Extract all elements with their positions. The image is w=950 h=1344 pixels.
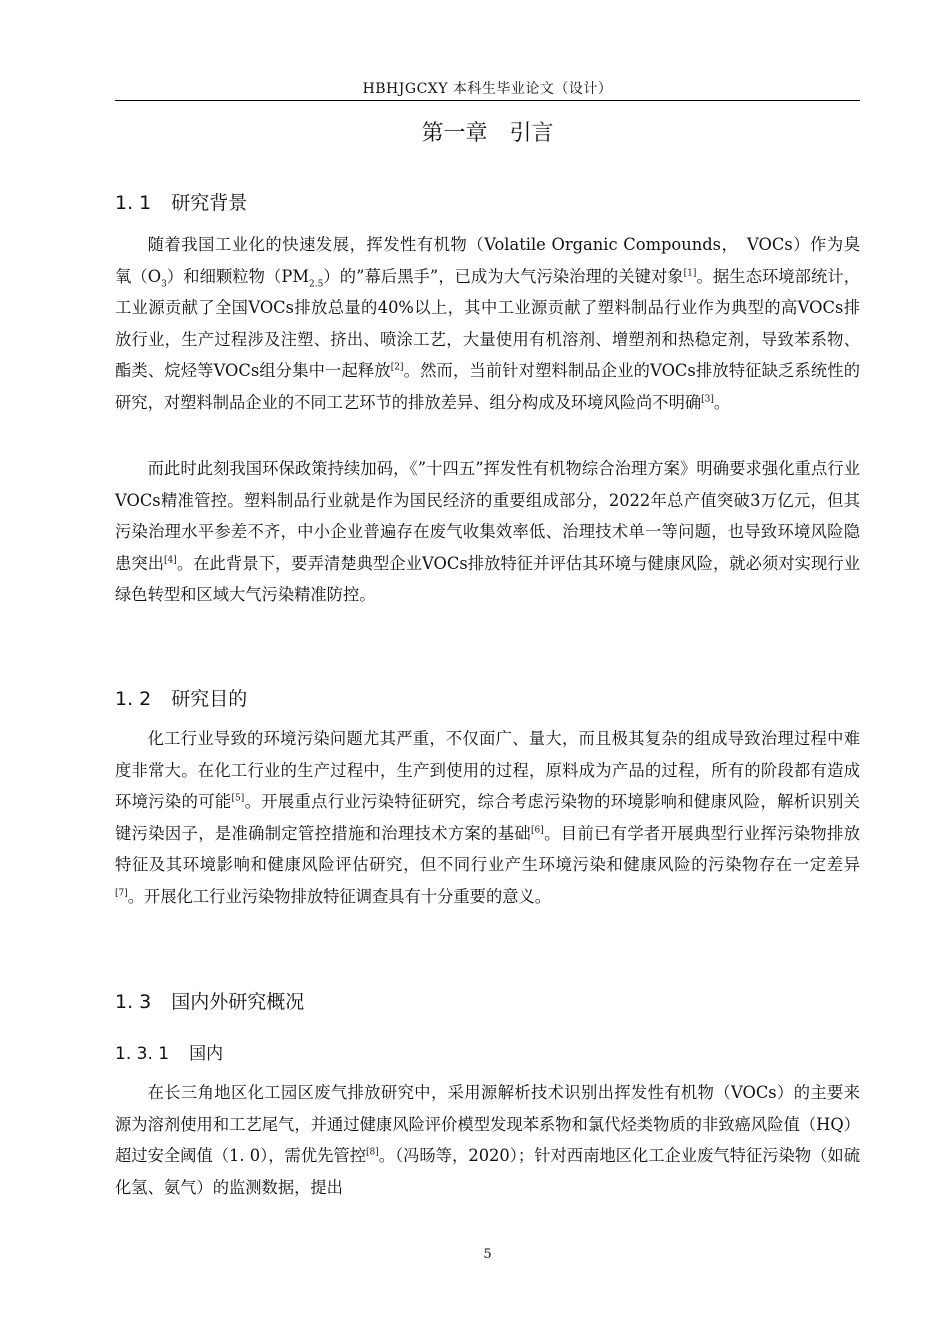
subsection-number: 1. 3. 1 xyxy=(115,1044,170,1064)
section-title: 国内外研究概况 xyxy=(171,991,305,1013)
section-number: 1. 1 xyxy=(115,192,152,214)
section-number: 1. 3 xyxy=(115,991,152,1013)
text-run: ）和细颗粒物（PM xyxy=(166,266,309,286)
citation-ref: [3] xyxy=(701,394,714,405)
paragraph-purpose-1 xyxy=(115,723,860,912)
citation-ref: [1] xyxy=(683,268,697,279)
citation-ref: [6] xyxy=(531,825,544,836)
citation-ref: [5] xyxy=(231,793,245,804)
paragraph-background-1 xyxy=(115,229,860,418)
subscript: 2.5 xyxy=(309,278,324,289)
running-header: HBHJGCXY 本科生毕业论文（设计） xyxy=(362,81,613,97)
citation-ref: [4] xyxy=(164,555,177,566)
text-run: 而此时此刻我国环保政策持续加码，《”十四五”挥发性有机物综合治理方案》明确要求强化重点行业VOCs精准管控。塑料制品行业就是作为国民经济的重要组成部分，2022年总产值突破3万亿元，但其污染治理水平参差不齐，中小企业普遍存在废气收集效率低、治理技术单一等问题，也导致环境风险隐患突出 xyxy=(115,459,860,573)
text-run: 随着我国工业化的快速发展，挥发性有机物（Volatile Organic Compounds， VOCs）作为臭氧（O xyxy=(115,235,860,286)
text-run: 化工行业导致的环境污染问题尤其严重，不仅面广、量大，而且极其复杂的组成导致治理过程中难度非常大。在化工行业的生产过程中，生产到使用的过程，原料成为产品的过程，所有的阶段都有造成环境污染的可能 xyxy=(115,729,860,811)
page-number: 5 xyxy=(483,1247,492,1262)
citation-ref: [7] xyxy=(115,888,128,899)
text-run: 。开展化工行业污染物排放特征调查具有十分重要的意义。 xyxy=(127,886,552,906)
section-heading-1-1 xyxy=(115,188,247,215)
text-run: 。据生态环境部统计，工业源贡献了全国VOCs排放总量的40%以上，其中工业源贡献了塑料制品行业作为典型的高VOCs排放行业，生产过程涉及注塑、挤出、喷涂工艺，大量使用有机溶剂、增塑剂和热稳定剂，导致苯系物、酯类、烷烃等VOCs组分集中一起释放 xyxy=(115,266,860,380)
text-run: 。 xyxy=(713,392,731,412)
text-run: 在长三角地区化工园区废气排放研究中，采用源解析技术识别出挥发性有机物（VOCs）的主要来源为溶剂使用和工艺尾气，并通过健康风险评价模型发现苯系物和氯代烃类物质的非致癌风险值（HQ）超过安全阈值（1. 0），需优先管控 xyxy=(115,1083,860,1165)
section-title: 研究目的 xyxy=(171,688,248,710)
citation-ref: [8] xyxy=(365,1147,379,1158)
section-title: 研究背景 xyxy=(171,192,248,214)
paragraph-background-2 xyxy=(115,453,860,611)
text-run: ）的”幕后黑手”，已成为大气污染治理的关键对象 xyxy=(323,266,684,286)
section-number: 1. 2 xyxy=(115,688,152,710)
header-rule xyxy=(115,100,860,101)
text-run: 。然而，当前针对塑料制品企业的VOCs排放特征缺乏系统性的研究，对塑料制品企业的不同工艺环节的排放差异、组分构成及环境风险尚不明确 xyxy=(115,361,861,412)
text-run: 。在此背景下，要弄清楚典型企业VOCs排放特征并评估其环境与健康风险，就必须对实现行业绿色转型和区域大气污染精准防控。 xyxy=(115,553,860,604)
subsection-title: 国内 xyxy=(189,1044,224,1064)
section-heading-1-2 xyxy=(115,684,247,711)
text-run: 。（冯旸等，2020）；针对西南地区化工企业废气特征污染物（如硫化氢、氨气）的监测数据，提出 xyxy=(115,1146,860,1197)
text-run: 。开展重点行业污染特征研究，综合考虑污染物的环境影响和健康风险，解析识别关键污染因子，是准确制定管控措施和治理技术方案的基础 xyxy=(115,792,860,843)
subscript: 3 xyxy=(161,278,167,289)
text-run: 。目前已有学者开展典型行业挥污染物排放特征及其环境影响和健康风险评估研究，但不同行业产生环境污染和健康风险的污染物存在一定差异 xyxy=(115,823,860,874)
section-heading-1-3 xyxy=(115,987,304,1014)
paragraph-domestic-1 xyxy=(115,1077,860,1203)
subsection-heading-1-3-1 xyxy=(115,1039,223,1064)
chapter-title: 第一章 引言 xyxy=(421,121,554,146)
citation-ref: [2] xyxy=(390,362,404,373)
